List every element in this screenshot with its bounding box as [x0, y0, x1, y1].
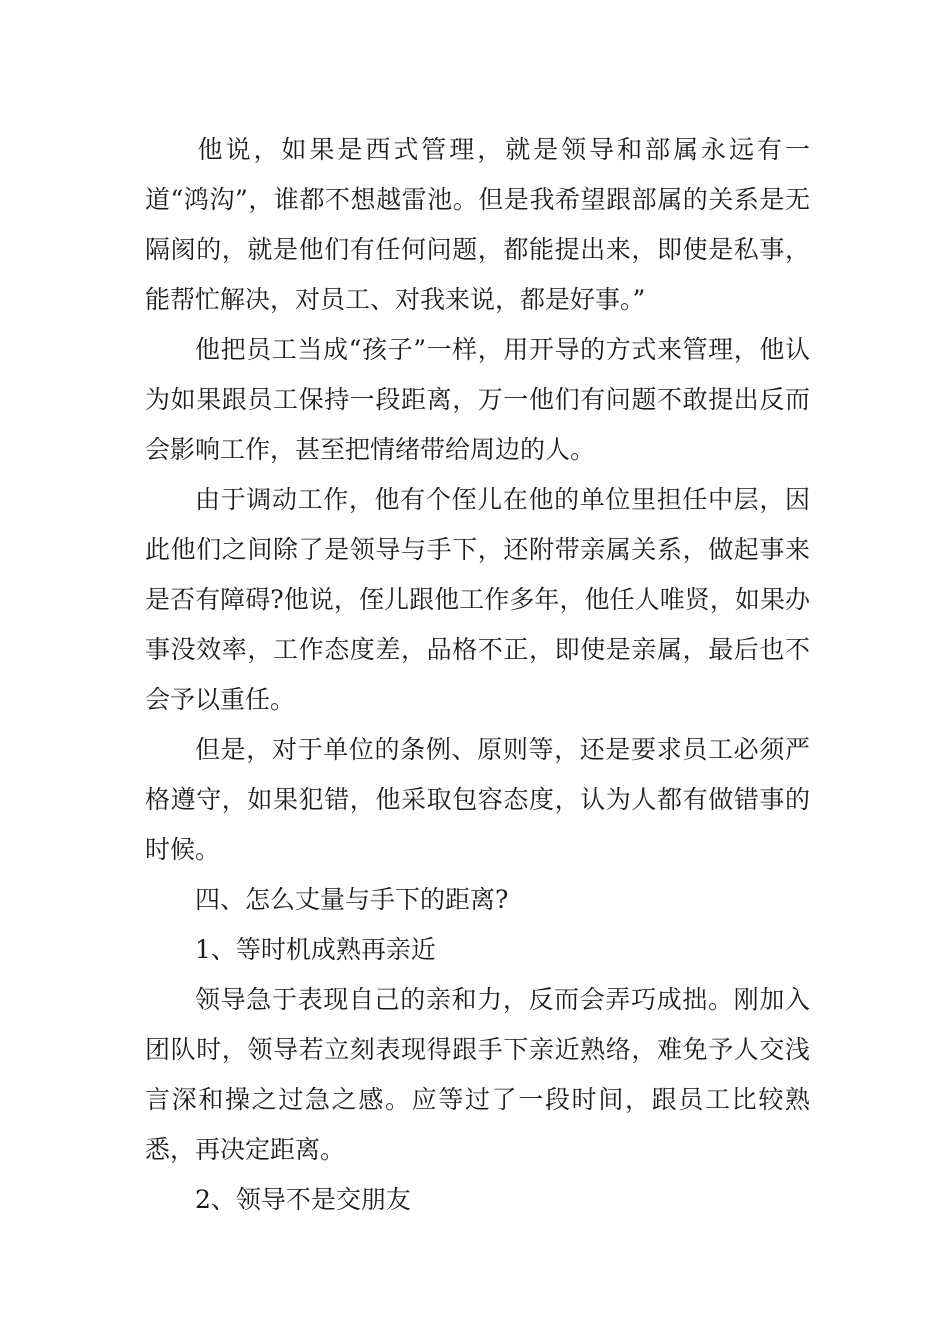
subsection-heading: 1、等时机成熟再亲近 — [195, 935, 436, 964]
paragraph: 领导急于表现自己的亲和力，反而会弄巧成拙。刚加入团队时，领导若立刻表现得跟手下亲近熟络，难免予人交浅言深和操之过急之感。应等过了一段时间，跟员工比较熟悉，再决定距离。 — [145, 985, 810, 1164]
section-heading: 四、怎么丈量与手下的距离? — [195, 885, 509, 914]
paragraph: 由于调动工作，他有个侄儿在他的单位里担任中层，因此他们之间除了是领导与手下，还附带亲属关系，做起事来是否有障碍?他说，侄儿跟他工作多年，他任人唯贤，如果办事没效率，工作态度差，品格不正，即使是亲属，最后也不会予以重任。 — [145, 485, 810, 714]
document-body — [145, 125, 810, 1225]
subsection-heading: 2、领导不是交朋友 — [195, 1185, 411, 1214]
paragraph: 他把员工当成“孩子”一样，用开导的方式来管理，他认为如果跟员工保持一段距离，万一他们有问题不敢提出反而会影响工作，甚至把情绪带给周边的人。 — [145, 335, 810, 464]
paragraph: 但是，对于单位的条例、原则等，还是要求员工必须严格遵守，如果犯错，他采取包容态度，认为人都有做错事的时候。 — [145, 735, 810, 864]
paragraph: 他说，如果是西式管理，就是领导和部属永远有一道“鸿沟”，谁都不想越雷池。但是我希望跟部属的关系是无隔阂的，就是他们有任何问题，都能提出来，即使是私事，能帮忙解决，对员工、对我来说，都是好事。” — [145, 135, 810, 314]
